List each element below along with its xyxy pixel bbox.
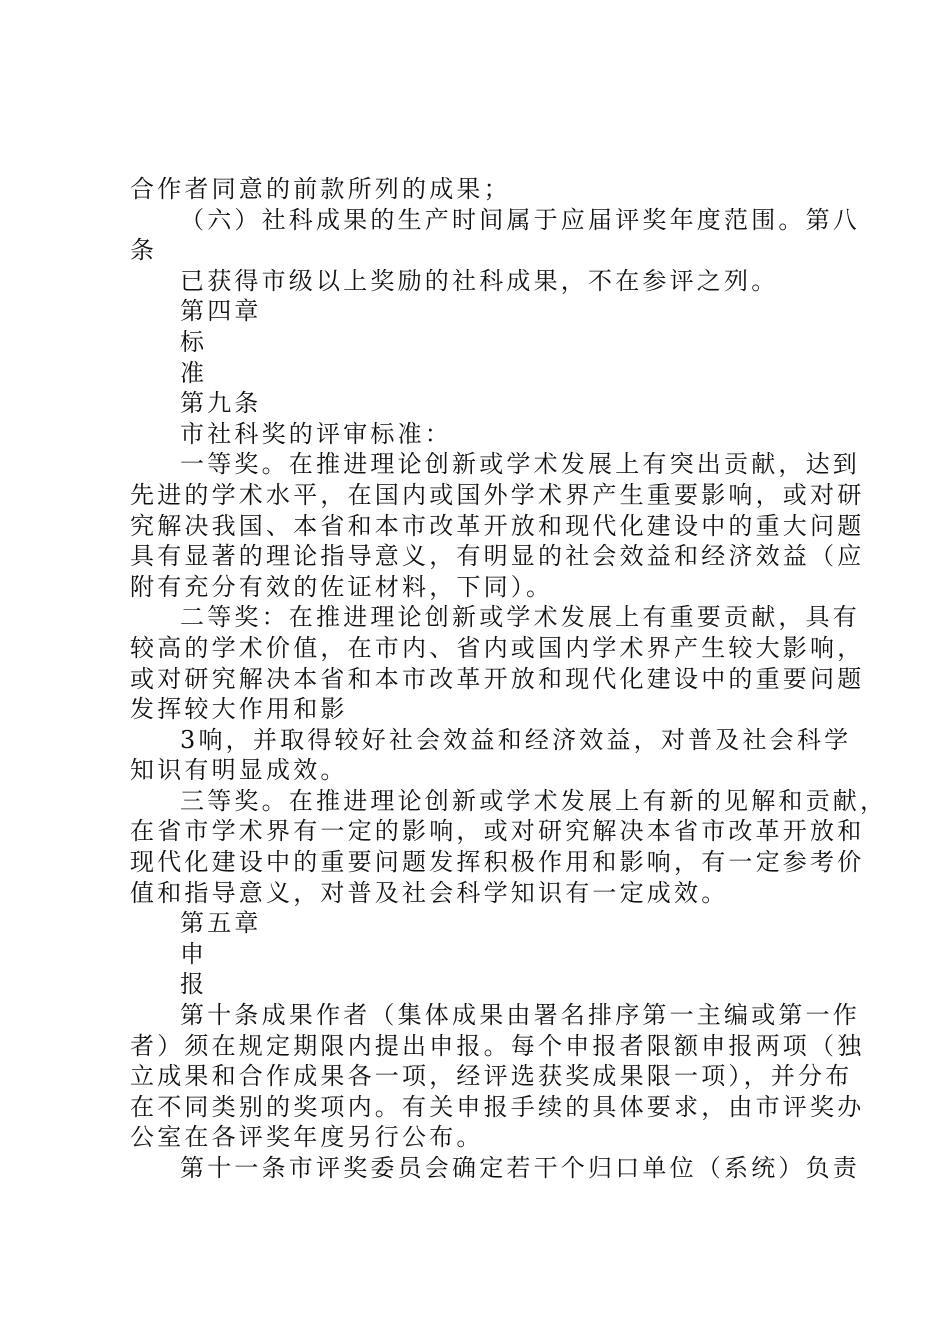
text-line: 已获得市级以上奖励的社科成果，不在参评之列。: [180, 266, 779, 295]
text-line: 在省市学术界有一定的影响，或对研究解决本省市改革开放和: [130, 817, 865, 846]
document-body: [130, 174, 888, 1184]
text-line: 具有显著的理论指导意义，有明显的社会效益和经济效益（应: [130, 542, 865, 571]
text-line: 3响，并取得较好社会效益和经济效益，对普及社会科学: [180, 725, 852, 754]
text-line: 第五章: [180, 909, 262, 938]
text-line: 发挥较大作用和影: [130, 695, 348, 724]
text-line: 第十条成果作者（集体成果由署名排序第一主编或第一作: [180, 1001, 860, 1030]
text-line: 者）须在规定期限内提出申报。每个申报者限额申报两项（独: [130, 1031, 865, 1060]
text-line: 现代化建设中的重要问题发挥积极作用和影响，有一定参考价: [130, 848, 865, 877]
text-line: 申: [180, 939, 208, 968]
text-line: 知识有明显成效。: [130, 756, 348, 785]
text-line: 先进的学术水平，在国内或国外学术界产生重要影响，或对研: [130, 480, 865, 509]
text-line: 市社科奖的评审标准：: [180, 419, 452, 448]
text-line: 标: [180, 327, 208, 356]
text-line: 合作者同意的前款所列的成果；: [130, 175, 511, 203]
text-line: 附有充分有效的佐证材料，下同）。: [130, 572, 554, 601]
text-line: 条: [130, 236, 158, 265]
text-line: 在不同类别的奖项内。有关申报手续的具体要求，由市评奖办: [130, 1092, 865, 1121]
text-line: （六）社科成果的生产时间属于应届评奖年度范围。第八: [180, 205, 860, 234]
text-line: 第九条: [180, 389, 262, 418]
text-line: 值和指导意义，对普及社会科学知识有一定成效。: [130, 878, 729, 907]
text-line: 较高的学术价值，在市内、省内或国内学术界产生较大影响，: [130, 633, 865, 662]
text-line: 准: [180, 358, 208, 387]
text-line: 第十一条市评奖委员会确定若干个归口单位（系统）负责: [180, 1154, 860, 1182]
text-line: 二等奖：在推进理论创新或学术发展上有重要贡献，具有: [180, 603, 860, 632]
text-line: 立成果和合作成果各一项，经评选获奖成果限一项），并分布: [130, 1062, 853, 1091]
text-line: 报: [180, 970, 208, 999]
text-line: 究解决我国、本省和本市改革开放和现代化建设中的重大问题: [130, 511, 865, 540]
text-line: 第四章: [180, 297, 262, 326]
text-line: 或对研究解决本省和本市改革开放和现代化建设中的重要问题: [130, 664, 865, 693]
text-line: 一等奖。在推进理论创新或学术发展上有突出贡献，达到: [180, 450, 860, 479]
text-line: 三等奖。在推进理论创新或学术发展上有新的见解和贡献，: [180, 786, 888, 815]
text-line: 公室在各评奖年度另行公布。: [130, 1123, 484, 1152]
